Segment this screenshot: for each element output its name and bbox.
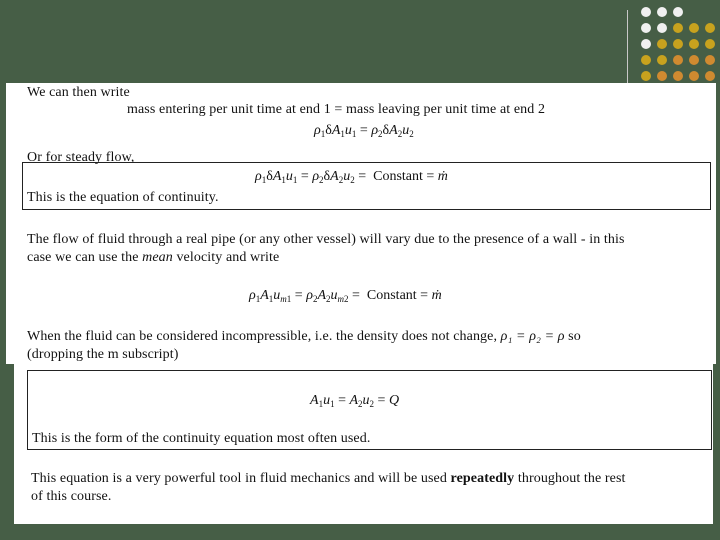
decorative-dot — [673, 7, 683, 17]
decorative-dot — [641, 23, 651, 33]
equation-2: $\rho_1\delta A_1u_1 = \rho_2\delta A_2u_2$ = Constant = ṁ — [255, 169, 448, 185]
continuity-text: This is the equation of continuity. — [27, 190, 219, 205]
decorative-dot — [657, 55, 667, 65]
decorative-dot — [705, 71, 715, 81]
intro-text: We can then write — [27, 85, 130, 100]
decorative-dot — [673, 71, 683, 81]
decorative-line — [627, 10, 628, 88]
decorative-dot — [641, 7, 651, 17]
dropping-subscript-text: (dropping the m subscript) — [27, 347, 179, 362]
continuity-box — [22, 162, 711, 210]
decorative-dot — [673, 23, 683, 33]
mass-statement: mass entering per unit time at end 1 = mass leaving per unit time at end 2 — [127, 102, 546, 117]
decorative-dot — [673, 39, 683, 49]
paragraph-real-pipe-line1: The flow of fluid through a real pipe (or any other vessel) will vary due to the presence of a wall - in this — [27, 232, 625, 247]
decorative-dot — [657, 7, 667, 17]
decorative-dot — [689, 55, 699, 65]
decorative-dot — [705, 23, 715, 33]
incompressible-text: When the fluid can be considered incompressible, i.e. the density does not change, ρ₁ = ρ₂ = ρ so — [27, 329, 581, 344]
decorative-dot-grid — [637, 7, 717, 87]
document-page-upper — [6, 83, 716, 364]
decorative-dot — [641, 55, 651, 65]
steady-flow-text: Or for steady flow, — [27, 150, 135, 165]
decorative-dot — [689, 23, 699, 33]
powerful-tool-line2: of this course. — [31, 489, 112, 504]
equation-3: $\rho_1A_1u_{m1} = \rho_2A_2u_{m2}$ = Constant = ṁ — [249, 288, 442, 304]
continuity-form-text: This is the form of the continuity equation most often used. — [32, 431, 371, 446]
decorative-dot — [657, 39, 667, 49]
decorative-dot — [689, 39, 699, 49]
paragraph-real-pipe-line2: case we can use the mean velocity and write — [27, 250, 280, 265]
decorative-dot — [705, 55, 715, 65]
decorative-dot — [673, 55, 683, 65]
decorative-dot — [705, 39, 715, 49]
document-page-lower — [14, 364, 713, 524]
decorative-dot — [657, 71, 667, 81]
equation-4: $A_1u_1 = A_2u_2 = Q$ — [310, 393, 400, 409]
decorative-dot — [641, 71, 651, 81]
continuity-form-box — [27, 370, 712, 450]
equation-1: $\rho_1\delta A_1u_1 = \rho_2\delta A_2u_2$ — [314, 123, 414, 139]
decorative-dot — [657, 23, 667, 33]
decorative-dot — [689, 71, 699, 81]
powerful-tool-line1: This equation is a very powerful tool in fluid mechanics and will be used repeatedly throughout the rest — [31, 471, 626, 486]
decorative-dot — [641, 39, 651, 49]
